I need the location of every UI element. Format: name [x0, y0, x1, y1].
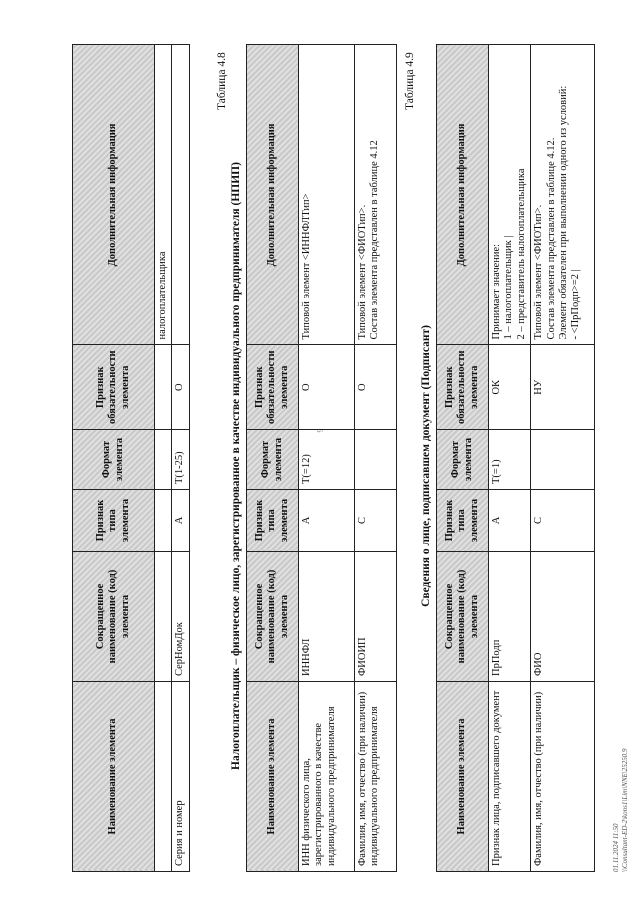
cell-type: А [299, 490, 355, 552]
cell-type: А [489, 490, 531, 552]
table-row [531, 45, 595, 872]
cell-required: ОК [489, 345, 531, 430]
header-name: Наименование элемента [437, 682, 489, 872]
cell-format: Т(=12) [299, 430, 355, 490]
cell-name: Фамилия, имя, отчество (при наличии) индивидуального предпринимателя [355, 682, 397, 872]
cell-format: Т(1-25) [172, 430, 189, 490]
cell-info [489, 45, 531, 345]
table-row [155, 45, 172, 872]
table-row [355, 45, 397, 872]
cell-code [155, 552, 172, 682]
cell-type: А [172, 490, 189, 552]
table-4-9-label: Таблица 4.9 [404, 52, 416, 110]
info-line: Типовой элемент <ФИОТип>. [357, 204, 368, 340]
cell-format: Т(=1) [489, 430, 531, 490]
cell-format [531, 430, 595, 490]
header-format: Формат элемента [437, 430, 489, 490]
cell-info [531, 45, 595, 345]
cell-type [155, 490, 172, 552]
print-footnote [612, 749, 630, 872]
cell-type: С [531, 490, 595, 552]
info-line: - <ПрПодп>=2 | [570, 269, 582, 340]
header-type: Признак типа элемента [437, 490, 489, 552]
header-required: Признак обязательности элемента [73, 345, 155, 430]
cell-code: ФИОИП [355, 552, 397, 682]
cell-info: Типовой элемент <ИННФЛТип> [299, 45, 355, 345]
header-info: Дополнительная информация [247, 45, 299, 345]
cell-required: О [355, 345, 397, 430]
cell-info [355, 45, 397, 345]
header-type: Признак типа элемента [247, 490, 299, 552]
info-line: Элемент обязателен при выполнении одного из условий: [557, 85, 569, 340]
header-required: Признак обязательности элемента [247, 345, 299, 430]
table-row [172, 45, 189, 872]
cell-format [355, 430, 397, 490]
cell-type: С [355, 490, 397, 552]
table-header-row [247, 45, 299, 872]
header-format: Формат элемента [247, 430, 299, 490]
header-name: Наименование элемента [73, 682, 155, 872]
header-name: Наименование элемента [247, 682, 299, 872]
table-4-9 [436, 44, 595, 872]
info-line: 2 – представитель налогоплательщика [515, 168, 527, 340]
cell-required: О [299, 345, 355, 430]
table-row [489, 45, 531, 872]
cell-code: ИННФЛ [299, 552, 355, 682]
footnote-line: \\Consultant-ED-2\kons1\Lim\NNE\25250.9 [620, 748, 629, 872]
cell-code: ПрПодп [489, 552, 531, 682]
cell-code: ФИО [531, 552, 595, 682]
table-4-8-title: Налогоплательщик – физическое лицо, зарегистрированное в качестве индивидуального предпринимателя (НПИП) [230, 162, 242, 770]
table-4-9-title: Сведения о лице, подписавшем документ (Подписант) [420, 325, 432, 607]
table-4-8-label: Таблица 4.8 [216, 52, 228, 110]
cell-format [155, 430, 172, 490]
header-format: Формат элемента [73, 430, 155, 490]
table-continued [72, 44, 190, 872]
cell-code: СерНомДок [172, 552, 189, 682]
cell-name: ИНН физического лица, зарегистрированного в качестве индивидуального предпринимателя [299, 682, 355, 872]
table-row [299, 45, 355, 872]
header-code: Сокращенное наименование (код) элемента [73, 552, 155, 682]
cell-name: Фамилия, имя, отчество (при наличии) [531, 682, 595, 872]
table-4-8 [246, 44, 397, 872]
header-type: Признак типа элемента [73, 490, 155, 552]
cell-name: Серия и номер [172, 682, 189, 872]
cell-required: НУ [531, 345, 595, 430]
cell-required: О [172, 345, 189, 430]
footnote-line: 01.11.2024 11:50 [612, 823, 620, 872]
info-line: Состав элемента представлен в таблице 4.12. [545, 137, 557, 340]
cell-info [172, 45, 189, 345]
table-header-row [73, 45, 155, 872]
page-marker: 9 [315, 428, 325, 433]
cell-name: Признак лица, подписавшего документ [489, 682, 531, 872]
header-info: Дополнительная информация [73, 45, 155, 345]
cell-info: налогоплательщика [155, 45, 172, 345]
header-info: Дополнительная информация [437, 45, 489, 345]
cell-name [155, 682, 172, 872]
info-line: Типовой элемент <ФИОТип>. [533, 204, 545, 340]
header-code: Сокращенное наименование (код) элемента [437, 552, 489, 682]
cell-required [155, 345, 172, 430]
table-header-row [437, 45, 489, 872]
info-line: Принимает значение: [491, 243, 502, 340]
info-line: 1 – налогоплательщик | [503, 235, 515, 340]
header-code: Сокращенное наименование (код) элемента [247, 552, 299, 682]
header-required: Признак обязательности элемента [437, 345, 489, 430]
rotated-page-content [28, 12, 628, 872]
info-line: Состав элемента представлен в таблице 4.12 [369, 140, 381, 340]
